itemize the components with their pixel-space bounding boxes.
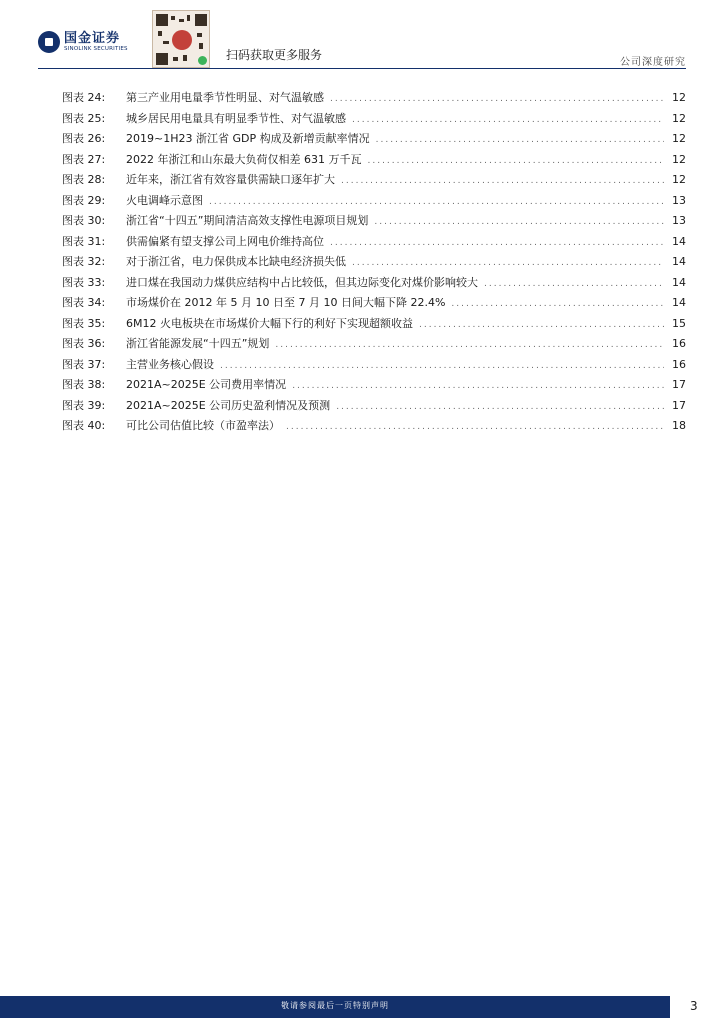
figure-title: 2019~1H23 浙江省 GDP 构成及新增贡献率情况 [126,132,370,145]
toc-entry[interactable] [62,253,686,274]
toc-entry[interactable] [62,376,686,397]
toc-entry[interactable] [62,233,686,254]
figure-page: 15 [672,316,686,330]
dot-leader [484,279,664,289]
toc-entry[interactable] [62,130,686,151]
figure-page: 14 [672,234,686,248]
company-logo [38,31,128,53]
figure-page: 12 [672,152,686,166]
figure-label: 图表 30: [62,214,106,227]
figure-label: 图表 31: [62,234,106,248]
toc-entry[interactable] [62,356,686,377]
figure-page: 18 [672,419,686,432]
dot-leader [286,422,664,432]
toc-entry[interactable] [62,294,686,315]
dot-leader [292,381,664,391]
figure-page: 12 [672,173,686,186]
figure-label: 图表 40: [62,419,106,432]
dot-leader [451,299,664,309]
figure-title: 2021A~2025E 公司费用率情况 [126,378,287,391]
figure-label: 图表 33: [62,275,106,289]
dot-leader [330,94,664,104]
figure-label: 图表 24: [62,91,106,104]
toc-entry[interactable] [62,89,686,110]
dot-leader [341,176,664,186]
dot-leader [419,320,664,330]
dot-leader [352,115,664,125]
figure-page: 12 [672,111,686,125]
toc-entry[interactable] [62,315,686,336]
toc-entry[interactable] [62,417,686,438]
figure-label: 图表 39: [62,398,106,412]
figure-page: 13 [672,193,686,207]
document-type: 公司深度研究 [620,57,686,68]
logo-name-cn: 国金证券 [64,30,121,46]
figure-title: 主营业务核心假设 [126,357,214,371]
figure-page: 13 [672,214,686,227]
figure-title: 第三产业用电量季节性明显、对气温敏感 [126,91,324,104]
figure-page: 16 [672,337,686,350]
qr-code-icon [152,10,210,68]
dot-leader [376,135,664,145]
toc-entry[interactable] [62,110,686,131]
figure-label: 图表 28: [62,173,106,186]
figure-title: 可比公司估值比较（市盈率法） [126,419,280,432]
dot-leader [367,156,664,166]
figure-page: 17 [672,378,686,391]
figure-title: 供需偏紧有望支撑公司上网电价维持高位 [126,234,324,248]
toc-entry[interactable] [62,335,686,356]
wechat-icon [198,56,207,65]
dot-leader [220,361,664,371]
figure-page: 17 [672,398,686,412]
dot-leader [330,238,664,248]
toc-entry[interactable] [62,171,686,192]
figure-title: 浙江省能源发展“十四五”规划 [126,337,270,350]
figure-label: 图表 25: [62,111,106,125]
seal-icon [172,30,192,50]
figure-page: 14 [672,296,686,309]
figure-page: 16 [672,357,686,371]
figure-label: 图表 29: [62,193,106,207]
figure-title: 2022 年浙江和山东最大负荷仅相差 631 万千瓦 [126,152,362,166]
figure-title: 2021A~2025E 公司历史盈利情况及预测 [126,398,331,412]
logo-icon [38,31,60,53]
page-header [0,0,724,70]
toc-entry[interactable] [62,151,686,172]
toc-entry[interactable] [62,274,686,295]
dot-leader [275,340,664,350]
figure-title: 近年来，浙江省有效容量供需缺口逐年扩大 [126,173,335,186]
footer-disclaimer: 敬请参阅最后一页特别声明 [281,1001,389,1010]
scan-prompt: 扫码获取更多服务 [226,48,323,62]
page-number: 3 [690,999,698,1013]
figure-title: 进口煤在我国动力煤供应结构中占比较低，但其边际变化对煤价影响较大 [126,275,478,289]
figure-title: 火电调峰示意图 [126,193,203,207]
figure-list [62,89,686,438]
toc-entry[interactable] [62,192,686,213]
figure-title: 市场煤价在 2012 年 5 月 10 日至 7 月 10 日间大幅下降 22.4% [126,296,446,309]
figure-page: 12 [672,132,686,145]
figure-label: 图表 34: [62,296,106,309]
figure-label: 图表 32: [62,255,106,268]
logo-name-en: SINOLINK SECURITIES [64,45,128,52]
figure-label: 图表 37: [62,357,106,371]
figure-label: 图表 36: [62,337,106,350]
toc-entry[interactable] [62,212,686,233]
figure-page: 14 [672,275,686,289]
figure-label: 图表 35: [62,316,106,330]
figure-title: 6M12 火电板块在市场煤价大幅下行的利好下实现超额收益 [126,316,413,330]
header-divider [38,68,686,69]
dot-leader [352,258,664,268]
dot-leader [374,217,664,227]
figure-label: 图表 27: [62,152,106,166]
figure-title: 城乡居民用电量具有明显季节性、对气温敏感 [126,111,346,125]
figure-page: 12 [672,91,686,104]
figure-title: 对于浙江省，电力保供成本比缺电经济损失低 [126,255,346,268]
dot-leader [209,197,664,207]
dot-leader [336,402,664,412]
figure-label: 图表 38: [62,378,106,391]
figure-label: 图表 26: [62,132,106,145]
figure-title: 浙江省“十四五”期间清洁高效支撑性电源项目规划 [126,214,369,227]
toc-entry[interactable] [62,397,686,418]
figure-page: 14 [672,255,686,268]
